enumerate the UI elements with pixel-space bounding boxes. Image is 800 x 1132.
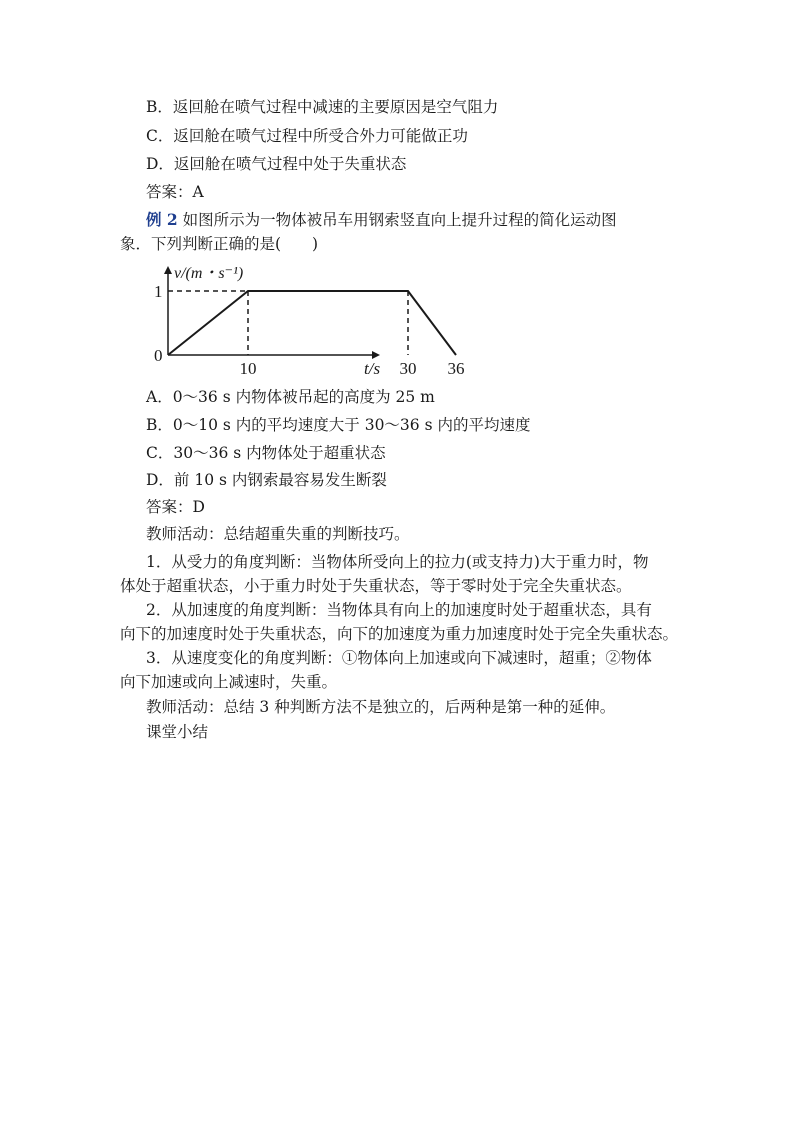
method1-line2: 体处于超重状态，小于重力时处于失重状态，等于零时处于完全失重状态。 (120, 577, 632, 595)
method3-line2: 向下加速或向上减速时，失重。 (120, 673, 338, 691)
x-tick-label-36: 36 (447, 359, 465, 378)
example2-option-d: D．前 10 s 内钢索最容易发生断裂 (146, 471, 387, 489)
method3-line1: 3．从速度变化的角度判断：①物体向上加速或向下减速时，超重；②物体 (146, 649, 652, 667)
q1-answer: 答案：A (146, 183, 204, 201)
teacher-activity-2: 教师活动：总结 3 种判断方法不是独立的，后两种是第一种的延伸。 (146, 698, 616, 716)
example2-stem-text: 如图所示为一物体被吊车用钢索竖直向上提升过程的简化运动图 (182, 211, 617, 229)
example2-option-c: C．30～36 s 内物体处于超重状态 (146, 444, 386, 462)
teacher-activity-1: 教师活动：总结超重失重的判断技巧。 (146, 525, 410, 543)
class-summary-heading: 课堂小结 (146, 723, 209, 741)
q1-option-c: C．返回舱在喷气过程中所受合外力可能做正功 (146, 127, 468, 145)
example2-stem-line1 (146, 210, 617, 230)
example2-label: 例 2 (146, 210, 178, 229)
method1-line1: 1．从受力的角度判断：当物体所受向上的拉力(或支持力)大于重力时，物 (146, 553, 649, 571)
q1-option-b: B．返回舱在喷气过程中减速的主要原因是空气阻力 (146, 98, 499, 116)
q1-option-d: D．返回舱在喷气过程中处于失重状态 (146, 155, 407, 173)
x-tick-label-30: 30 (399, 359, 417, 378)
origin-label: 0 (154, 346, 163, 365)
method2-line1: 2．从加速度的角度判断：当物体具有向上的加速度时处于超重状态，具有 (146, 601, 652, 619)
example2-option-a: A．0～36 s 内物体被吊起的高度为 25 m (146, 388, 435, 406)
velocity-series-line (168, 291, 456, 355)
method2-line2: 向下的加速度时处于失重状态，向下的加速度为重力加速度时处于完全失重状态。 (120, 625, 679, 643)
x-tick-label-10: 10 (239, 359, 257, 378)
y-tick-label-1: 1 (154, 282, 163, 301)
example2-answer: 答案：D (146, 498, 205, 516)
example2-stem-line2: 象．下列判断正确的是( ) (120, 235, 319, 253)
x-axis-arrow (372, 351, 380, 359)
y-axis-arrow (164, 266, 172, 274)
y-axis-label: v/(m・s⁻¹) (174, 265, 244, 282)
x-axis-label: t/s (364, 359, 381, 378)
velocity-time-graph (140, 258, 465, 378)
example2-option-b: B．0～10 s 内的平均速度大于 30～36 s 内的平均速度 (146, 416, 531, 434)
